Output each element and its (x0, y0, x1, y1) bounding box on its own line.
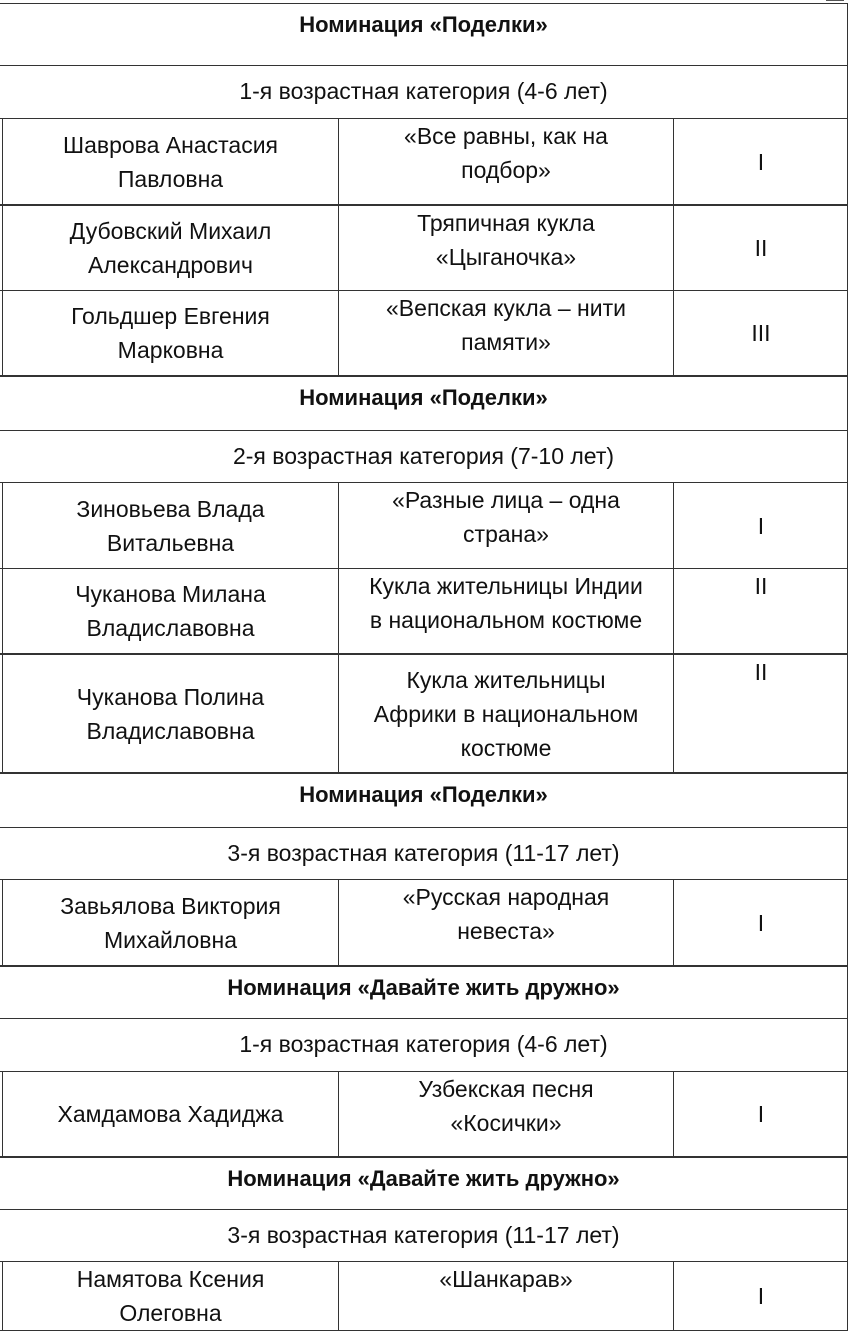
place-value: I (757, 148, 765, 175)
place-cell (673, 1072, 848, 1156)
place-value: III (751, 320, 771, 346)
work-title-cell (338, 1072, 673, 1156)
participant-name-cell (2, 483, 338, 568)
work-title-cell (338, 569, 673, 653)
age-category-header (0, 1209, 848, 1261)
place-cell (673, 655, 848, 772)
place-cell (673, 569, 848, 653)
work-title-cell (338, 655, 673, 772)
work-title-cell (338, 880, 673, 965)
participant-name-cell (2, 1262, 338, 1330)
work-title-cell (338, 291, 673, 375)
nomination-title: Номинация «Поделки» (299, 12, 548, 37)
work-title-cell-text: «Шанкарав» (439, 1266, 573, 1292)
nomination-header (0, 966, 848, 1018)
participant-name-cell (2, 206, 338, 290)
work-title-cell-text: Кукла жительницы Индии в национальном костюме (369, 573, 643, 633)
age-category-title: 2-я возрастная категория (7-10 лет) (232, 443, 615, 469)
participant-name-cell (2, 1072, 338, 1156)
table-row (0, 1071, 848, 1157)
work-title-cell-text: «Все равны, как на подбор» (404, 123, 608, 183)
place-value: II (754, 235, 768, 261)
place-value: II (754, 573, 768, 599)
work-title-cell-text: «Вепская кукла – нити памяти» (386, 295, 626, 355)
participant-name-cell-text: Намятова Ксения Олеговна (76, 1266, 265, 1326)
table-row (0, 568, 848, 654)
work-title-cell (338, 483, 673, 568)
table-row (0, 118, 848, 205)
work-title-cell-text: Кукла жительницы Африки в национальном костюме (373, 666, 639, 761)
place-cell (673, 206, 848, 290)
participant-name-cell (2, 569, 338, 653)
work-title-cell-text: «Разные лица – одна страна» (392, 487, 620, 547)
participant-name-cell-text: Дубовский Михаил Александрович (69, 218, 272, 278)
table-row (0, 879, 848, 966)
age-category-header (0, 827, 848, 879)
nomination-title: Номинация «Поделки» (299, 385, 548, 410)
place-cell (673, 119, 848, 204)
table-row (0, 1261, 848, 1331)
age-category-title: 3-я возрастная категория (11-17 лет) (227, 840, 620, 866)
place-cell (673, 1262, 848, 1330)
participant-name-cell (2, 655, 338, 772)
table-row (0, 654, 848, 773)
table-row (0, 205, 848, 291)
place-value: I (757, 1101, 765, 1127)
participant-name-cell-text: Шаврова Анастасия Павловна (62, 131, 279, 192)
place-value: I (757, 1283, 765, 1309)
place-value: I (757, 909, 765, 936)
age-category-header (0, 65, 848, 120)
age-category-header (0, 430, 848, 482)
participant-name-cell-text: Зиновьева Влада Витальевна (76, 495, 265, 556)
participant-name-cell (2, 880, 338, 965)
age-category-title: 1-я возрастная категория (4-6 лет) (239, 1031, 608, 1057)
age-category-title: 1-я возрастная категория (4-6 лет) (239, 78, 608, 104)
place-cell (673, 291, 848, 375)
participant-name-cell (2, 119, 338, 204)
table-row (0, 482, 848, 569)
nomination-header (0, 376, 848, 430)
work-title-cell-text: «Русская народная невеста» (402, 884, 610, 944)
participant-name-cell-text: Гольдшер Евгения Марковна (71, 303, 270, 363)
nomination-header (0, 1157, 848, 1209)
participant-name-cell-text: Хамдамова Хадиджа (57, 1101, 284, 1127)
participant-name-cell (2, 291, 338, 375)
nomination-header (0, 3, 848, 65)
nomination-title: Номинация «Поделки» (299, 782, 548, 807)
participant-name-cell-text: Завьялова Виктория Михайловна (60, 892, 281, 953)
nomination-title: Номинация «Давайте жить дружно» (227, 1166, 620, 1191)
work-title-cell-text: Тряпичная кукла «Цыганочка» (417, 210, 595, 270)
place-value: I (757, 512, 765, 539)
table-row (0, 290, 848, 376)
work-title-cell (338, 206, 673, 290)
work-title-cell-text: Узбекская песня «Косички» (418, 1076, 594, 1136)
participant-name-cell-text: Чуканова Милана Владиславовна (75, 581, 266, 641)
nomination-title: Номинация «Давайте жить дружно» (227, 975, 620, 1000)
work-title-cell (338, 119, 673, 204)
participant-name-cell-text: Чуканова Полина Владиславовна (76, 683, 265, 744)
place-cell (673, 880, 848, 965)
nomination-header (0, 773, 848, 827)
age-category-header (0, 1018, 848, 1071)
place-value: II (754, 659, 768, 685)
age-category-title: 3-я возрастная категория (11-17 лет) (227, 1222, 620, 1248)
work-title-cell (338, 1262, 673, 1330)
place-cell (673, 483, 848, 568)
